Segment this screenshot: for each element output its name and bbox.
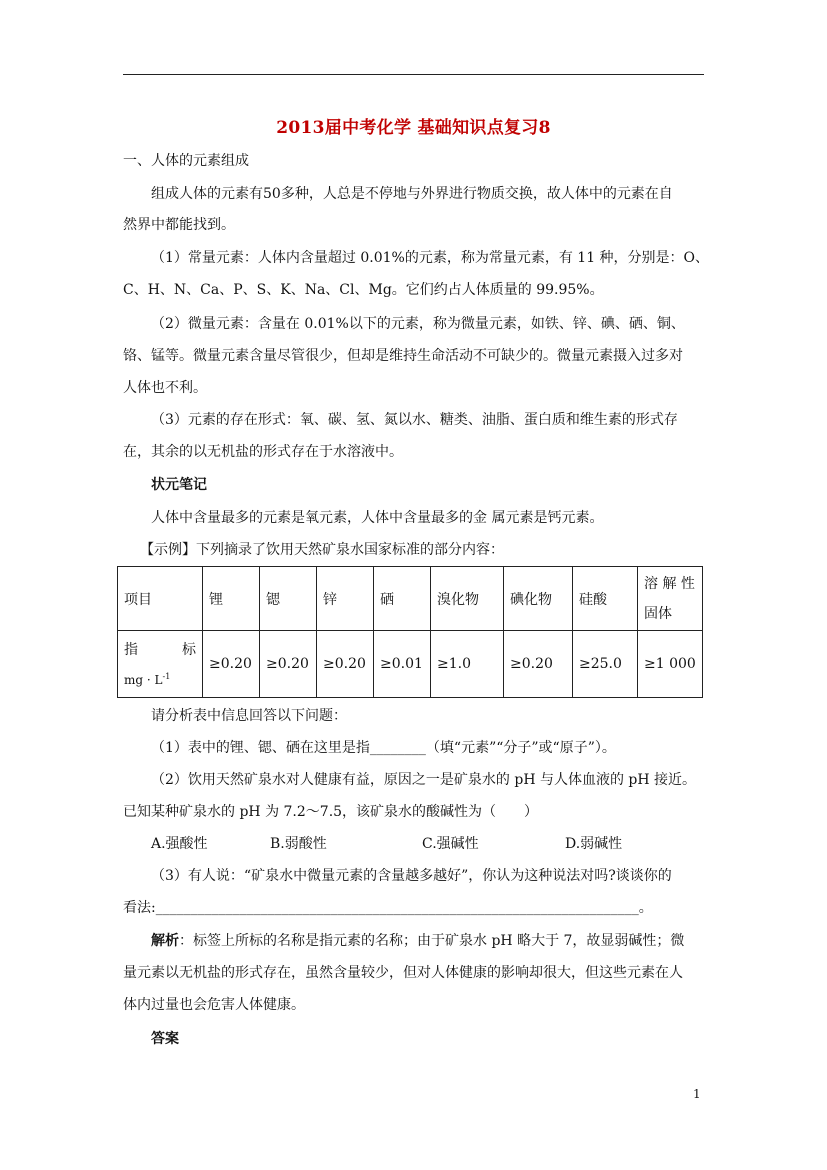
analysis-line (151, 931, 684, 951)
table-header-cell: 项目 (118, 567, 203, 631)
row-label-char: 指 (124, 641, 138, 658)
table-cell: ≥25.0 (573, 631, 638, 698)
notes-text: 人体中含量最多的元素是氧元素，人体中含量最多的金 属元素是钙元素。 (151, 510, 604, 526)
row-label-char: 标 (182, 641, 196, 658)
notes-heading: 状元笔记 (151, 477, 207, 493)
table-cell: ≥0.20 (504, 631, 573, 698)
example-intro: 【示例】下列摘录了饮用天然矿泉水国家标准的部分内容： (140, 542, 504, 558)
table-cell: ≥0.20 (203, 631, 260, 698)
question-3-line: （3）有人说：“矿泉水中微量元素的含量越多越好”，你认为这种说法对吗?谈谈你的 (151, 868, 672, 884)
table-header-cell: 碘化物 (504, 567, 573, 631)
section-heading: 一、人体的元素组成 (123, 153, 249, 169)
header-text-line: 溶 解 性 (644, 575, 695, 592)
question-2-line: （2）饮用天然矿泉水对人健康有益，原因之一是矿泉水的 pH 与人体血液的 pH 接近。 (151, 772, 697, 788)
header-text-line: 固体 (644, 605, 672, 622)
table-header-row (118, 567, 703, 631)
table-cell: ≥1.0 (431, 631, 504, 698)
page-number: 1 (693, 1087, 701, 1101)
unit-exponent: -1 (162, 671, 171, 681)
option-d: D.弱碱性 (565, 836, 623, 852)
row-label-name (124, 636, 196, 664)
row-label-cell (118, 631, 203, 698)
paragraph-line: 在，其余的以无机盐的形式存在于水溶液中。 (123, 444, 403, 460)
paragraph-line: 人体也不利。 (123, 380, 207, 396)
paragraph-line: （1）常量元素：人体内含量超过 0.01%的元素，称为常量元素，有 11 种，分别是：O、 (151, 250, 710, 266)
table-header-cell: 硒 (374, 567, 431, 631)
option-a: A.强酸性 (151, 836, 208, 852)
question-2-line: 已知某种矿泉水的 pH 为 7.2～7.5，该矿泉水的酸碱性为（ ） (123, 804, 539, 820)
unit-text: mg · L (124, 672, 163, 687)
paragraph-line: C、H、N、Ca、P、S、K、Na、Cl、Mg。它们约占人体质量的 99.95%。 (123, 282, 604, 298)
analysis-label: 解析 (151, 933, 179, 949)
paragraph-line: （2）微量元素：含量在 0.01%以下的元素，称为微量元素，如铁、锌、碘、硒、铜、 (151, 316, 685, 332)
analysis-text: ：标签上所标的名称是指元素的名称；由于矿泉水 pH 略大于 7，故显弱碱性；微 (179, 933, 685, 949)
table-header-cell: 溴化物 (431, 567, 504, 631)
header-rule (123, 74, 704, 75)
table-cell: ≥0.01 (374, 631, 431, 698)
table-row (118, 631, 703, 698)
page-title: 2013届中考化学 基础知识点复习8 (276, 118, 551, 138)
question-3-line: 看法:_____________________________________________________________________。 (123, 900, 653, 916)
option-c: C.强碱性 (422, 836, 479, 852)
row-label-unit (124, 664, 196, 693)
answer-heading: 答案 (151, 1031, 179, 1047)
table-header-cell: 锂 (203, 567, 260, 631)
analysis-line: 体内过量也会危害人体健康。 (123, 997, 305, 1013)
paragraph-line: （3）元素的存在形式：氧、碳、氢、氮以水、糖类、油脂、蛋白质和维生素的形式存 (151, 412, 678, 428)
table-cell: ≥0.20 (260, 631, 317, 698)
standards-table (117, 566, 703, 698)
paragraph-line: 组成人体的元素有50多种，人总是不停地与外界进行物质交换，故人体中的元素在自 (151, 186, 673, 202)
table-cell: ≥0.20 (317, 631, 374, 698)
paragraph-line: 铬、锰等。微量元素含量尽管很少，但却是维持生命活动不可缺少的。微量元素摄入过多对 (123, 348, 683, 364)
table-cell: ≥1 000 (638, 631, 703, 698)
table-header-cell (638, 567, 703, 631)
question-prompt: 请分析表中信息回答以下问题： (151, 708, 347, 724)
table-header-cell: 锶 (260, 567, 317, 631)
option-b: B.弱酸性 (270, 836, 327, 852)
question-1: （1）表中的锂、锶、硒在这里是指________（填“元素”“分子”或“原子”）。 (151, 740, 616, 756)
table-header-cell: 硅酸 (573, 567, 638, 631)
analysis-line: 量元素以无机盐的形式存在，虽然含量较少，但对人体健康的影响却很大，但这些元素在人 (123, 965, 683, 981)
paragraph-line: 然界中都能找到。 (123, 217, 235, 233)
table-header-cell: 锌 (317, 567, 374, 631)
